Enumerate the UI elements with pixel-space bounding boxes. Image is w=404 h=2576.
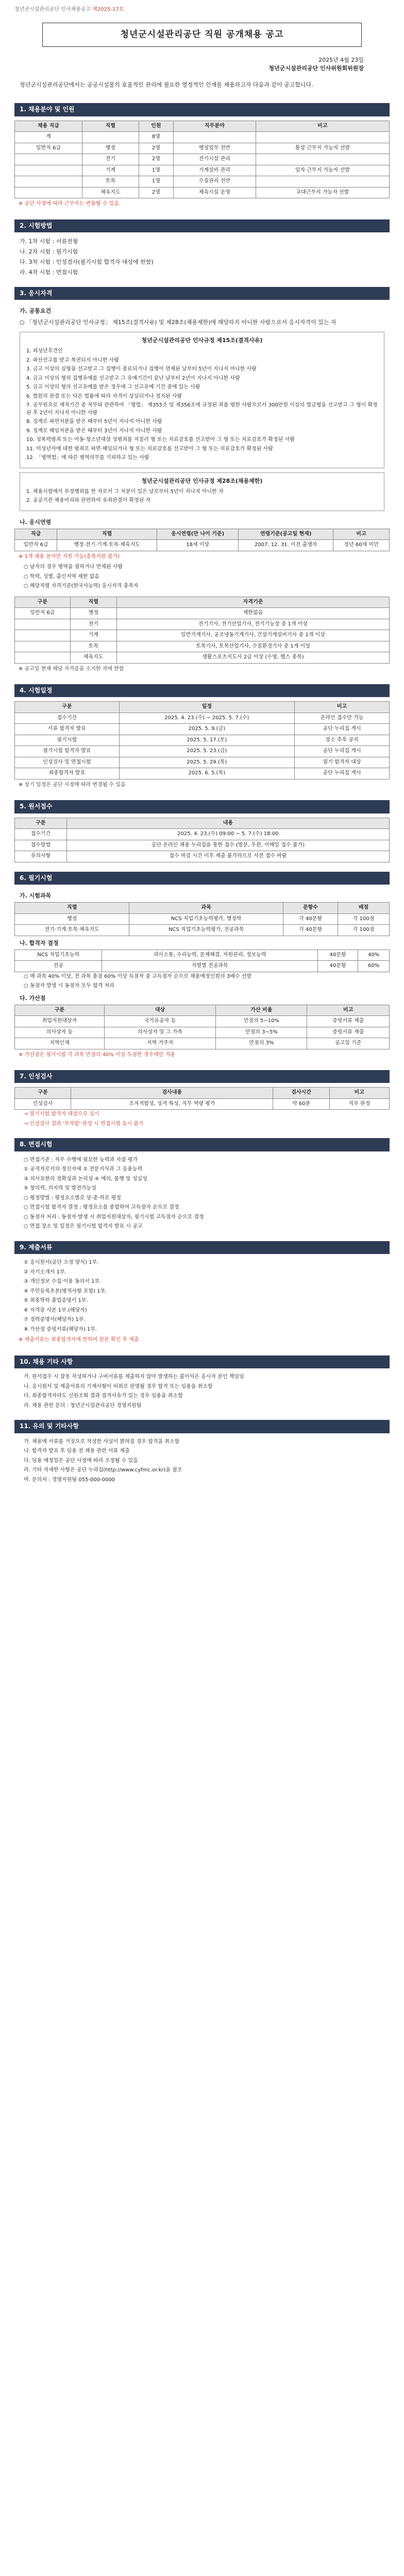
table-cell: 2명	[139, 154, 173, 165]
table-cell: 전기기사, 전기산업기사, 전기기능장 중 1개 이상	[116, 619, 389, 630]
table-header: 검사시간	[273, 1088, 329, 1099]
subject-table	[14, 902, 390, 936]
table-header: 구분	[15, 1088, 71, 1099]
header-left: 청년군시설관리공단 인사채용공고	[14, 7, 91, 12]
table-row	[15, 176, 390, 188]
sec6-sub1: 가. 시험과목	[20, 892, 52, 900]
table-header: 검사내용	[71, 1088, 273, 1099]
table-cell: 공단 누리집 게시	[295, 768, 390, 779]
list-item: ○ 매 과목 40% 이상, 전 과목 총점 60% 이상 득점자 중 고득점자 순으로 채용예정인원의 3배수 선발	[24, 973, 252, 979]
section-4-title: 4. 시험일정	[14, 684, 390, 697]
table-row	[15, 619, 390, 630]
table-cell: 의사상자 등	[15, 1027, 105, 1038]
table-cell: 2025. 6. 5.(목)	[119, 768, 294, 779]
sec1-note: ※ 공단 사정에 따라 근무지는 변동될 수 있음.	[19, 201, 121, 207]
list-item: ③ 의사표현의 정확성과 논리성 ④ 예의, 품행 및 성실성	[24, 1176, 147, 1182]
table-row	[15, 757, 390, 768]
table-cell: 행정	[82, 143, 139, 154]
table-row	[15, 652, 390, 664]
list-item: ③ 개인정보 수집·이용 동의서 1부.	[24, 1279, 102, 1285]
list-item: → 필기시험 합격자 대상으로 실시	[24, 1111, 99, 1117]
other-items	[14, 1372, 390, 1411]
list-item: 12. 「병역법」에 따른 병역의무를 기피하고 있는 사람	[26, 455, 149, 461]
table-cell: 접수 마감 시간 이후 제출 불가하므로 사전 접수 바람	[66, 851, 389, 862]
table-cell: 계	[15, 132, 82, 143]
sec9-note: ※ 제출서류는 최종합격자에 한하여 원본 확인 후 제출	[19, 1337, 139, 1343]
table-header: 비고	[329, 1088, 389, 1099]
table-cell: 접수방법	[15, 840, 67, 851]
table-cell: 2명	[139, 143, 173, 154]
table-row	[15, 724, 390, 735]
table-cell: 60%	[358, 961, 390, 972]
table-cell: 전기·기계·토목·체육지도	[15, 925, 129, 936]
table-cell: 공단 누리집 게시	[295, 746, 390, 757]
list-item: 라. 채용 관련 문의 : 청년군시설관리공단 경영지원팀	[24, 1402, 142, 1409]
list-item: ① 공직자로서의 정신자세 ② 전문지식과 그 응용능력	[24, 1166, 143, 1173]
table-cell: 체육지도	[70, 652, 116, 664]
list-item: ○ 면접기준 : 직무 수행에 필요한 능력과 자질 평가	[24, 1157, 138, 1163]
table-cell: 만점의 3%	[216, 1038, 307, 1049]
document-items	[14, 1258, 390, 1334]
table-cell: 만점의 5~10%	[216, 1016, 307, 1027]
table-cell: 2025. 4. 23.(수) 09:00 ~ 5. 7.(수) 18:00	[66, 829, 389, 840]
list-item: ○ 동점자 발생 시 동점자 모두 합격 처리	[24, 983, 114, 989]
sec6-sub2: 나. 합격자 결정	[20, 939, 59, 946]
list-item: ⑤ 창의력, 의지력 및 발전가능성	[24, 1185, 96, 1192]
table-cell: 행정·전기·기계·토목·체육지도	[57, 540, 157, 551]
section-1-title: 1. 채용분야 및 인원	[14, 103, 390, 116]
section-10-title: 10. 채용 기타 사항	[14, 1355, 390, 1368]
table-header: 비고	[256, 121, 389, 132]
section-7-title: 7. 인성검사	[14, 1070, 390, 1083]
table-row	[15, 143, 390, 154]
table-row	[15, 154, 390, 165]
qualification-table	[14, 597, 390, 664]
table-row	[15, 925, 390, 936]
table-cell	[15, 154, 82, 165]
list-item: ① 응시원서(공단 소정 양식) 1부.	[24, 1260, 99, 1266]
table-cell: 공고일 기준	[307, 1038, 390, 1049]
personality-items	[14, 1110, 390, 1129]
sec6-sub3: 다. 가산점	[20, 994, 46, 1002]
table-cell: 토목	[70, 641, 116, 652]
table-cell: NCS 직업기초능력평가, 전공과목	[129, 925, 283, 936]
table-cell: 조직적합성, 성격 특성, 직무 역량 평가	[71, 1098, 273, 1110]
list-item: 1. 피성년후견인	[26, 348, 63, 354]
header-line	[14, 6, 390, 18]
table-cell: 공단 누리집 게시	[295, 724, 390, 735]
table-cell: 인성검사 및 면접시험	[15, 757, 120, 768]
table-cell: 통상 근무지 가능자 선발	[256, 143, 389, 154]
table-cell: 유의사항	[15, 851, 67, 862]
list-item: 2. 공공기관 채용비리와 관련하여 유죄판결이 확정된 자	[26, 498, 151, 504]
table-cell: 전기	[82, 154, 139, 165]
table-cell: 일자 근무지 가능자 선발	[256, 165, 389, 176]
table-cell: 필기시험	[15, 735, 120, 746]
list-item: ○ 남자의 경우 병역을 필하거나 면제된 사람	[24, 564, 123, 570]
table-cell	[256, 132, 389, 143]
table-cell: 적부 판정	[329, 1098, 389, 1110]
table-header: 내용	[66, 818, 389, 829]
table-cell: NCS 직업기초능력평가, 행정학	[129, 913, 283, 925]
table-cell: 수질관리 전반	[174, 176, 256, 188]
list-item: 나. 2차 시험 : 필기시험	[20, 248, 78, 256]
list-item: ○ 동점자 처리 : 동점자 발생 시 취업지원대상자, 필기시험 고득점자 순으로 결정	[24, 1214, 204, 1220]
list-item: 라. 기타 자세한 사항은 공단 누리집(http://www.cyfmc.or.kr)을 참조	[24, 1467, 182, 1473]
table-cell: 체육시설 운영	[174, 187, 256, 198]
table-cell: 일반직 6급	[15, 143, 82, 154]
table-cell: 기계설비 관리	[174, 165, 256, 176]
list-item: ② 자기소개서 1부.	[24, 1269, 66, 1275]
table-header: 배점	[338, 903, 390, 914]
header-number: 제2025-17호	[92, 7, 124, 12]
table-header: 문항수	[283, 903, 338, 914]
list-item: 나. 합격자 발표 후 임용 전 채용 관련 서류 제출	[24, 1448, 130, 1454]
age-items	[14, 563, 390, 591]
table-cell: 접수기간	[15, 713, 120, 724]
table-cell	[15, 641, 71, 652]
table-cell: 제한없음	[116, 608, 389, 619]
rule-box-15	[20, 332, 384, 468]
sec4-note: ※ 상기 일정은 공단 사정에 따라 변경될 수 있음	[19, 782, 126, 788]
table-cell: 행정	[70, 608, 116, 619]
table-cell	[15, 187, 82, 198]
table-cell: 필기 합격자 대상	[295, 757, 390, 768]
list-item: 마. 문의처 : 경영지원팀 055-000-0000	[24, 1477, 115, 1483]
bonus-note: ※ 가산점은 필기시험 각 과목 만점의 40% 이상 득점한 경우에만 적용	[19, 1052, 175, 1058]
table-cell: 토목기사, 토목산업기사, 수질환경기사 중 1개 이상	[116, 641, 389, 652]
section-8-title: 8. 면접시험	[14, 1138, 390, 1151]
table-row	[15, 746, 390, 757]
scoring-table	[14, 950, 390, 972]
page-title: 청년군시설관리공단 직원 공개채용 공고	[120, 29, 284, 40]
table-header: 직급	[15, 529, 57, 540]
recruit-table	[14, 121, 390, 199]
table-cell: 행정	[15, 913, 129, 925]
table-header: 구분	[15, 1005, 105, 1016]
table-row	[15, 187, 390, 198]
bonus-table	[14, 1005, 390, 1049]
table-cell: 서류 합격자 발표	[15, 724, 120, 735]
table-header: 가산 비율	[216, 1005, 307, 1016]
list-item: ⑦ 경력증명서(해당자) 1부.	[24, 1317, 86, 1323]
table-row	[15, 840, 390, 851]
notice-date: 2025년 4월 23일	[318, 56, 364, 63]
table-cell: 증빙서류 제출	[307, 1016, 390, 1027]
table-cell: 국가유공자 등	[104, 1016, 215, 1027]
table-cell: 18세 이상	[157, 540, 238, 551]
list-item: ⑧ 가산점 증빙서류(해당자) 1부.	[24, 1326, 97, 1332]
table-cell: 온라인 접수만 가능	[295, 713, 390, 724]
table-header: 구분	[15, 818, 67, 829]
table-cell: 40%	[358, 950, 390, 961]
table-cell: 일반직 6급	[15, 608, 71, 619]
table-header: 직무분야	[174, 121, 256, 132]
list-item: ⑥ 자격증 사본 1부.(해당자)	[24, 1307, 87, 1313]
table-cell	[15, 165, 82, 176]
table-header: 연령기준(공고일 현재)	[239, 529, 333, 540]
table-header: 인원	[139, 121, 173, 132]
table-row	[15, 1098, 390, 1110]
table-cell: 최종합격자 발표	[15, 768, 120, 779]
table-row	[15, 768, 390, 779]
table-header: 직렬	[15, 903, 129, 914]
table-header: 직렬	[70, 597, 116, 608]
list-item: 다. 임용 예정일은 공단 사정에 따라 조정될 수 있음	[24, 1458, 138, 1464]
table-header: 비고	[307, 1005, 390, 1016]
caution-items	[14, 1437, 390, 1485]
table-row	[15, 608, 390, 619]
table-header: 과목	[129, 903, 283, 914]
section-9-title: 9. 제출서류	[14, 1241, 390, 1254]
table-cell: 접수기간	[15, 829, 67, 840]
section-3-title: 3. 응시자격	[14, 287, 390, 300]
table-cell: 체육지도	[82, 187, 139, 198]
table-cell: 생활스포츠지도사 2급 이상 (수영, 헬스 종목)	[116, 652, 389, 664]
rule-box-28-title: 청년군시설관리공단 인사규정 제28조(채용제한)	[141, 477, 263, 484]
table-cell: 2025. 5. 29.(목)	[119, 757, 294, 768]
table-header: 대상	[104, 1005, 215, 1016]
table-cell	[15, 652, 71, 664]
table-header: 구분	[15, 702, 120, 713]
age-table	[14, 529, 390, 551]
list-item: ○ 면접시험 합격자 결정 : 평정요소를 종합하여 고득점자 순으로 결정	[24, 1205, 179, 1211]
table-cell: 전기시설 관리	[174, 154, 256, 165]
table-row	[15, 1016, 390, 1027]
table-cell: 2025. 4. 23.(수) ~ 2025. 5. 7.(수)	[119, 713, 294, 724]
table-cell: 전기	[70, 619, 116, 630]
schedule-table	[14, 701, 390, 779]
section-11-title: 11. 유의 및 기타사항	[14, 1420, 390, 1433]
table-header: 일정	[119, 702, 294, 713]
interview-items	[14, 1156, 390, 1232]
table-cell: 교대근무지 가능자 선발	[256, 187, 389, 198]
list-item: 가. 1차 시험 : 서류전형	[20, 238, 78, 245]
table-row	[15, 132, 390, 143]
table-cell: 각 40문항	[283, 925, 338, 936]
table-cell	[256, 154, 389, 165]
age-note: ※ 1개 채용 분야만 지원 가능(중복지원 불가)	[19, 553, 120, 560]
table-cell: 1명	[139, 176, 173, 188]
table-cell: 기계	[70, 630, 116, 641]
table-cell: 의사소통, 수리능력, 문제해결, 자원관리, 정보능력	[102, 950, 318, 961]
table-row	[15, 1038, 390, 1049]
table-row	[15, 641, 390, 652]
table-cell: 공단 온라인 채용 누리집을 통한 접수 (방문, 우편, 이메일 접수 불가)	[66, 840, 389, 851]
table-cell: 인성검사	[15, 1098, 71, 1110]
personality-table	[14, 1087, 390, 1110]
table-header: 구분	[15, 597, 71, 608]
table-cell: 2025. 5. 17.(토)	[119, 735, 294, 746]
list-item: 7. 공무원으로 재직기간 중 직무와 관련하여 「형법」 제355조 및 제356조에 규정된 죄를 범한 사람으로서 300만원 이상의 벌금형을 선고받고 그 형이 확정된 후 2년이 지나지 아니한 사람	[26, 402, 378, 416]
pass-items	[14, 972, 390, 991]
table-cell: 1명	[139, 165, 173, 176]
qual-note: ※ 공고일 현재 해당 자격증을 소지한 자에 한함	[19, 666, 124, 672]
table-cell	[174, 132, 256, 143]
list-item: ⑤ 최종학력 졸업증명서 1부.	[24, 1298, 88, 1304]
table-row	[15, 713, 390, 724]
title-box	[42, 23, 362, 47]
table-header: 비고	[333, 529, 390, 540]
list-item: 가. 채용에 서류를 거짓으로 작성한 사실이 밝혀질 경우 합격을 취소함	[24, 1438, 180, 1445]
list-item: → 인성검사 결과 '부적합' 판정 시 면접시험 응시 불가	[24, 1121, 144, 1127]
notice-org: 청년군시설관리공단 인사위원회위원장	[268, 64, 364, 72]
sec3-common: ○ 「청년군시설관리공단 인사규정」 제15조(결격사유) 및 제28조(채용제한)에 해당하지 아니한 사람으로서 응시자격이 있는 자	[20, 319, 336, 326]
table-cell: 취업지원대상자	[15, 1016, 105, 1027]
table-cell: 전공	[15, 961, 102, 972]
table-row	[15, 950, 390, 961]
section-2-title: 2. 시험방법	[14, 219, 390, 232]
table-header: 직렬	[57, 529, 157, 540]
table-cell: 필기시험 합격자 발표	[15, 746, 120, 757]
table-row	[15, 630, 390, 641]
section-5-title: 5. 원서접수	[14, 800, 390, 813]
list-item: 4. 금고 이상의 형의 집행유예를 선고받고 그 유예기간이 끝난 날부터 2년이 지나지 아니한 사람	[26, 375, 240, 381]
table-header: 응시연령(만 나이 기준)	[157, 529, 238, 540]
table-cell: 각 100점	[338, 925, 390, 936]
list-item: 6. 법원의 판결 또는 다른 법률에 따라 자격이 상실되거나 정지된 사람	[26, 393, 182, 399]
table-cell	[15, 619, 71, 630]
table-cell: 정년 60세 미만	[333, 540, 390, 551]
table-cell: 행정업무 전반	[174, 143, 256, 154]
table-cell: 각 100점	[338, 913, 390, 925]
sec3-sub1: 가. 공통요건	[20, 308, 52, 315]
table-cell: 일반직 6급	[15, 540, 57, 551]
table-header: 비고	[295, 702, 390, 713]
list-item: 1. 채용시험에서 부정행위를 한 자로서 그 처분이 있은 날로부터 5년이 지나지 아니한 자	[26, 488, 224, 495]
table-cell: 2명	[139, 187, 173, 198]
table-cell: 증빙서류 제출	[307, 1027, 390, 1038]
table-row	[15, 165, 390, 176]
table-cell: 지역인재	[15, 1038, 105, 1049]
table-row	[15, 1027, 390, 1038]
list-item: 나. 응시원서 및 제출서류의 기재사항이 허위로 판명될 경우 합격 또는 임용을 취소함	[24, 1383, 213, 1389]
sec3-sub2: 나. 응시연령	[20, 518, 52, 526]
table-cell: 만점의 3~5%	[216, 1027, 307, 1038]
rule-box-28	[20, 472, 384, 511]
list-item: 5. 금고 이상의 형의 선고유예를 받은 경우에 그 선고유예 기간 중에 있는 사람	[26, 384, 200, 391]
list-item: ○ 면접 장소 및 일정은 필기시험 합격자 발표 시 공고	[24, 1224, 143, 1230]
table-row	[15, 961, 390, 972]
list-item: 3. 금고 이상의 실형을 선고받고 그 집행이 종료되거나 집행이 면제된 날부터 5년이 지나지 아니한 사람	[26, 366, 257, 372]
table-row	[15, 851, 390, 862]
table-cell: 2007. 12. 31. 이전 출생자	[239, 540, 333, 551]
table-cell: 8명	[139, 132, 173, 143]
intro-text: 청년군시설관리공단에서는 공공시설물의 효율적인 관리에 필요한 열정적인 인재를 채용하고자 다음과 같이 공고합니다.	[20, 81, 313, 88]
list-item: ○ 평정방법 : 평정요소별로 상·중·하로 평정	[24, 1195, 121, 1201]
table-cell: 장소 추후 공지	[295, 735, 390, 746]
list-item: 10. 성폭력범죄 또는 아동·청소년대상 성범죄를 저질러 형 또는 치료감호를 선고받아 그 형 또는 치료감호가 확정된 사람	[26, 437, 295, 443]
list-item: ○ 학력, 성별, 출신지역 제한 없음	[24, 573, 99, 580]
table-cell: 약 60분	[273, 1098, 329, 1110]
table-cell: 40문항	[317, 950, 358, 961]
list-item: 다. 3차 시험 : 인성검사(필기시험 합격자 대상에 한함)	[20, 259, 154, 266]
table-cell: 지역 거주자	[104, 1038, 215, 1049]
table-row	[15, 735, 390, 746]
table-cell: 기계	[82, 165, 139, 176]
table-cell: 직렬별 전공과목	[102, 961, 318, 972]
list-item: 라. 4차 시험 : 면접시험	[20, 269, 78, 276]
table-row	[15, 913, 390, 925]
list-item: ④ 주민등록초본(병적사항 포함) 1부.	[24, 1288, 107, 1294]
table-cell: 각 40문항	[283, 913, 338, 925]
rule-box-15-title: 청년군시설관리공단 인사규정 제15조(결격사유)	[141, 337, 263, 344]
list-item: 다. 최종합격자라도 신원조회 결과 결격사유가 있는 경우 임용을 취소함	[24, 1393, 183, 1399]
table-row	[15, 540, 390, 551]
table-cell: 의사상자 및 그 가족	[104, 1027, 215, 1038]
table-row	[15, 829, 390, 840]
application-table	[14, 818, 390, 862]
table-cell	[82, 132, 139, 143]
table-header: 자격기준	[116, 597, 389, 608]
section-6-title: 6. 필기시험	[14, 872, 390, 885]
table-cell: 일반기계기사, 공조냉동기계기사, 건설기계설비기사 중 1개 이상	[116, 630, 389, 641]
list-item: 2. 파산선고를 받고 복권되지 아니한 사람	[26, 357, 119, 363]
table-cell: 40문항	[317, 961, 358, 972]
list-item: ○ 해당직렬 자격기준(한국사능력) 응시자격 충족자	[24, 583, 139, 589]
table-cell: 2025. 5. 9.(금)	[119, 724, 294, 735]
table-cell	[256, 176, 389, 188]
list-item: 11. 미성년자에 대한 범죄로 파면·해임되거나 형 또는 치료감호를 선고받아 그 형 또는 치료감호가 확정된 사람	[26, 446, 273, 452]
table-header: 채용 직급	[15, 121, 82, 132]
table-cell: NCS 직업기초능력	[15, 950, 102, 961]
table-header: 직렬	[82, 121, 139, 132]
list-item: 9. 징계로 해임처분을 받은 때부터 3년이 지나지 아니한 사람	[26, 428, 162, 434]
table-cell: 토목	[82, 176, 139, 188]
list-item: 8. 징계로 파면처분을 받은 때부터 5년이 지나지 아니한 사람	[26, 419, 162, 425]
table-cell: 2025. 5. 23.(금)	[119, 746, 294, 757]
exam-steps	[14, 236, 390, 278]
table-cell	[15, 630, 71, 641]
list-item: 가. 원서접수 시 잘못 작성하거나 구비서류를 제출하지 않아 발생하는 불이익은 응시자 본인 책임임	[24, 1374, 244, 1380]
table-cell	[15, 176, 82, 188]
